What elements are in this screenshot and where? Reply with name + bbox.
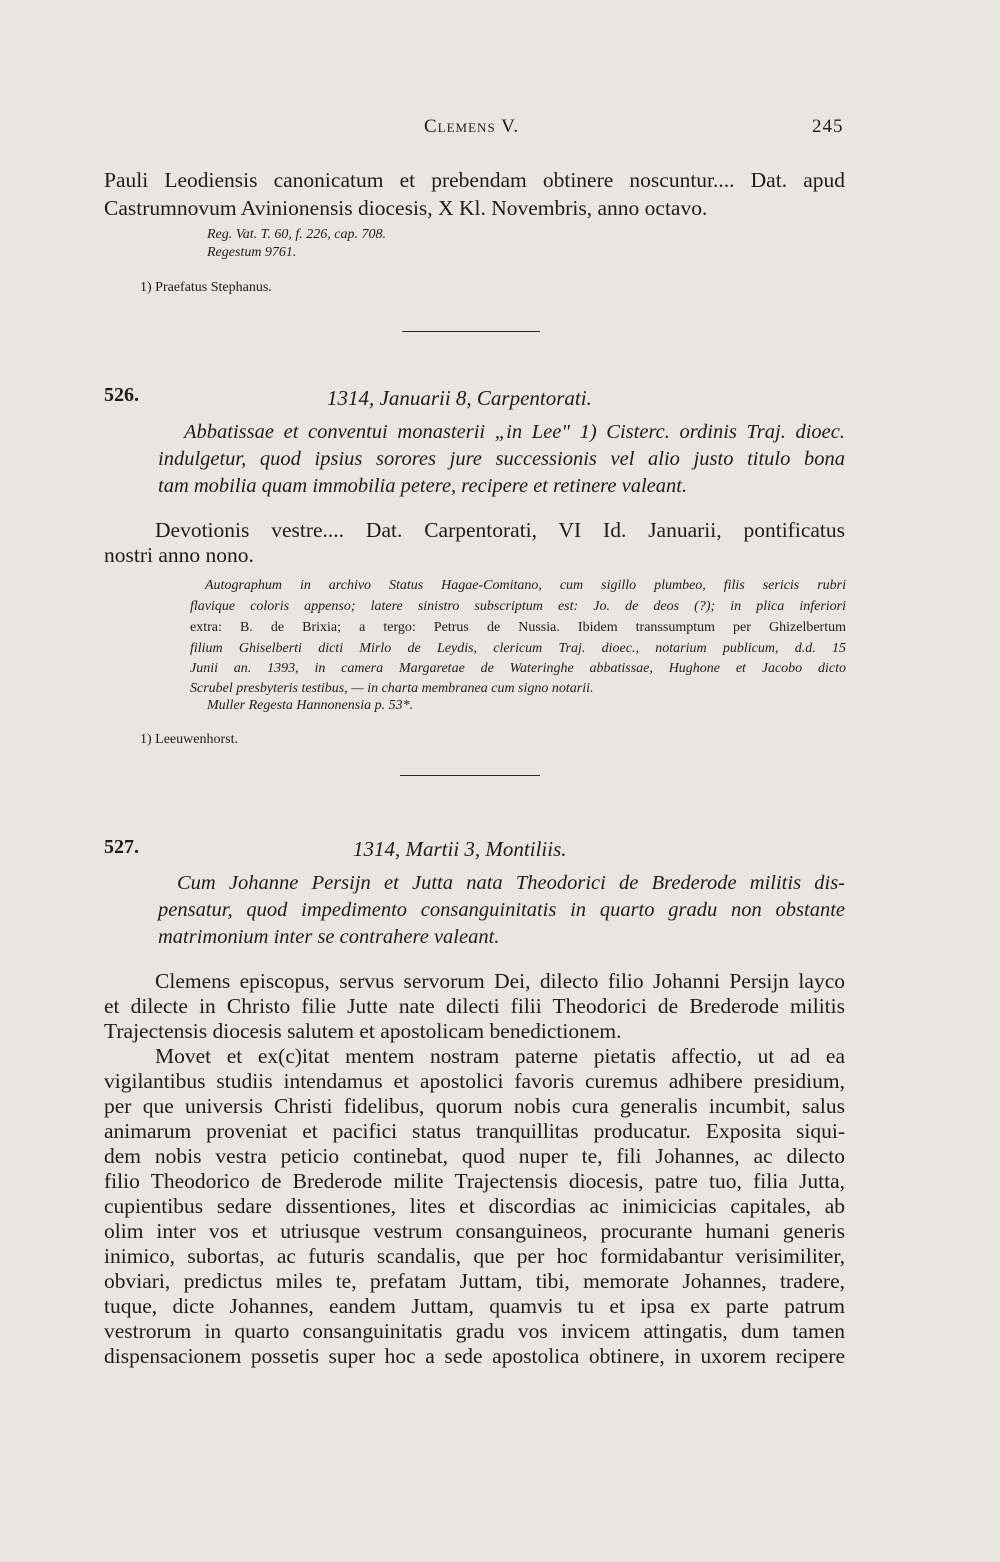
regest-line: Abbatissae et conventui monasterii „in Lee" 1) Cisterc. ordinis Traj. dioec. [184,421,845,443]
section-rule [402,331,540,332]
footnote: 1) Praefatus Stephanus. [140,280,272,295]
text-line: dem nobis vestra peticio continebat, quod nuper te, fili Johannes, ac dilecto [104,1144,845,1168]
text-line: vestrorum in quarto consanguinitatis gradu vos invicem attingatis, dum tamen [104,1319,845,1343]
text-line: filio Theodorico de Brederode milite Trajectensis diocesis, patre tuo, filia Jutta, [104,1169,845,1193]
text-line: nostri anno nono. [104,543,254,567]
register-reference: Regestum 9761. [207,245,297,260]
source-line: Muller Regesta Hannonensia p. 53*. [207,698,414,713]
text-line: Clemens episcopus, servus servorum Dei, dilecto filio Johanni Persijn layco [155,969,845,993]
text-line: Castrumnovum Avinionensis diocesis, X Kl. Novembris, anno octavo. [104,196,708,220]
entry-date-place: 1314, Januarii 8, Carpentorati. [327,386,592,410]
page-number: 245 [812,116,844,137]
text-line: dispensacionem possetis super hoc a sede apostolica obtinere, in uxorem recipere [104,1344,845,1368]
running-head-title: Clemens V. [424,116,520,137]
source-line: extra: B. de Brixia; a tergo: Petrus de Nussia. Ibidem transsumptum per Ghizelbertum [190,620,846,635]
text-line: olim inter vos et utriusque vestrum consanguineos, procurante humani generis [104,1219,845,1243]
text-line: Pauli Leodiensis canonicatum et prebendam obtinere noscuntur.... Dat. apud [104,168,845,192]
footnote: 1) Leeuwenhorst. [140,732,238,747]
regest-line: pensatur, quod impedimento consanguinitatis in quarto gradu non obstante [158,899,845,921]
text-line: Movet et ex(c)itat mentem nostram paterne pietatis affectio, ut ad ea [155,1044,845,1068]
text-line: vigilantibus studiis intendamus et apostolici favoris curemus adhibere presidium, [104,1069,845,1093]
text-line: cupientibus sedare dissentiones, lites et discordias ac inimicicias capitales, ab [104,1194,845,1218]
text-line: Devotionis vestre.... Dat. Carpentorati, VI Id. Januarii, pontificatus [155,518,845,542]
regest-line: matrimonium inter se contrahere valeant. [158,926,500,948]
source-line: flavique coloris appenso; latere sinistro subscriptum est: Jo. de deos (?); in plica inferiori [190,599,846,614]
text-line: animarum proveniat et pacifici status tranquillitas producatur. Exposita siqui- [104,1119,845,1143]
register-reference: Reg. Vat. T. 60, f. 226, cap. 708. [207,227,387,242]
regest-line: tam mobilia quam immobilia petere, recipere et retinere valeant. [158,475,688,497]
text-line: tuque, dicte Johannes, eandem Juttam, quamvis tu et ipsa ex parte patrum [104,1294,845,1318]
text-line: et dilecte in Christo filie Jutte nate dilecti filii Theodorici de Brederode militis [104,994,845,1018]
source-line: Junii an. 1393, in camera Margaretae de Wateringhe abbatissae, Hughone et Jacobo dicto [190,661,846,676]
source-line: Scrubel presbyteris testibus, — in charta membranea cum signo notarii. [190,681,594,696]
section-rule [400,775,540,776]
entry-number: 526. [104,384,139,406]
regest-line: indulgetur, quod ipsius sorores jure successionis vel alio justo titulo bona [158,448,845,470]
source-line: filium Ghiselberti dicti Mirlo de Leydis, clericum Traj. dioec., notarium publicum, d.d. 15 [190,641,846,656]
text-line: per que universis Christi fidelibus, quorum nobis cura generalis incumbit, salus [104,1094,845,1118]
text-line: inimico, subortas, ac futuris scandalis, que per hoc formidabantur verisimiliter, [104,1244,845,1268]
regest-line: Cum Johanne Persijn et Jutta nata Theodorici de Brederode militis dis- [177,872,845,894]
text-line: obviari, predictus miles te, prefatam Juttam, tibi, memorate Johannes, tradere, [104,1269,845,1293]
text-line: Trajectensis diocesis salutem et apostolicam benedictionem. [104,1019,622,1043]
entry-number: 527. [104,836,139,858]
entry-date-place: 1314, Martii 3, Montiliis. [353,837,567,861]
source-line: Autographum in archivo Status Hagae-Comitano, cum sigillo plumbeo, filis sericis rubri [205,578,846,593]
